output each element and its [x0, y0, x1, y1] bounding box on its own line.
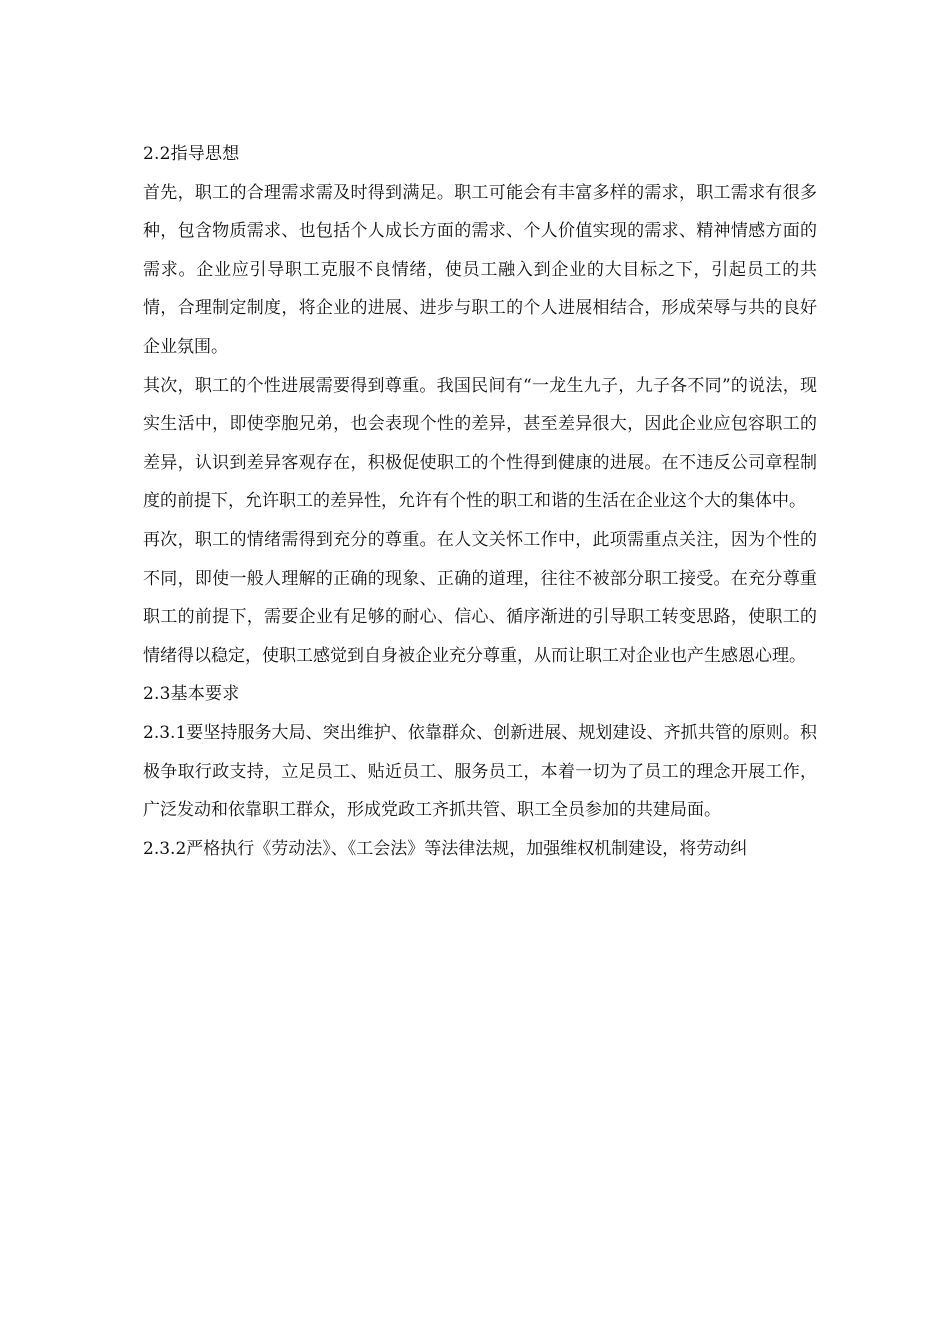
paragraph-individuality: 其次，职工的个性进展需要得到尊重。我国民间有“一龙生九子，九子各不同”的说法，现实生活中，即使孪胞兄弟，也会表现个性的差异，甚至差异很大，因此企业应包容职工的差异，认识到差异客观存在，积极促使职工的个性得到健康的进展。在不违反公司章程制度的前提下，允许职工的差异性，允许有个性的职工和谐的生活在企业这个大的集体中。: [143, 375, 817, 512]
paragraph-needs: 首先，职工的合理需求需及时得到满足。职工可能会有丰富多样的需求，职工需求有很多种，包含物质需求、也包括个人成长方面的需求、个人价值实现的需求、精神情感方面的需求。企业应引导职工克服不良情绪，使员工融入到企业的大目标之下，引起员工的共情，合理制定制度，将企业的进展、进步与职工的个人进展相结合，形成荣辱与共的良好企业氛围。: [143, 182, 817, 357]
paragraph-2-3-2: 2.3.2严格执行《劳动法》、《工会法》等法律法规，加强维权机制建设，将劳动纠: [143, 838, 748, 859]
paragraph-2-3-1: 2.3.1要坚持服务大局、突出维护、依靠群众、创新进展、规划建设、齐抓共管的原则。积极争取行政支持，立足员工、贴近员工、服务员工，本着一切为了员工的理念开展工作，广泛发动和依靠职工群众，形成党政工齐抓共管、职工全员参加的共建局面。: [143, 722, 817, 821]
document-body: [143, 135, 817, 868]
section-heading-2-3: 2.3基本要求: [143, 684, 240, 705]
paragraph-emotions: 再次，职工的情绪需得到充分的尊重。在人文关怀工作中，此项需重点关注，因为个性的不同，即使一般人理解的正确的现象、正确的道理，往往不被部分职工接受。在充分尊重职工的前提下，需要企业有足够的耐心、信心、循序渐进的引导职工转变思路，使职工的情绪得以稳定，使职工感觉到自身被企业充分尊重，从而让职工对企业也产生感恩心理。: [143, 529, 817, 666]
section-heading-2-2: 2.2指导思想: [143, 144, 240, 164]
